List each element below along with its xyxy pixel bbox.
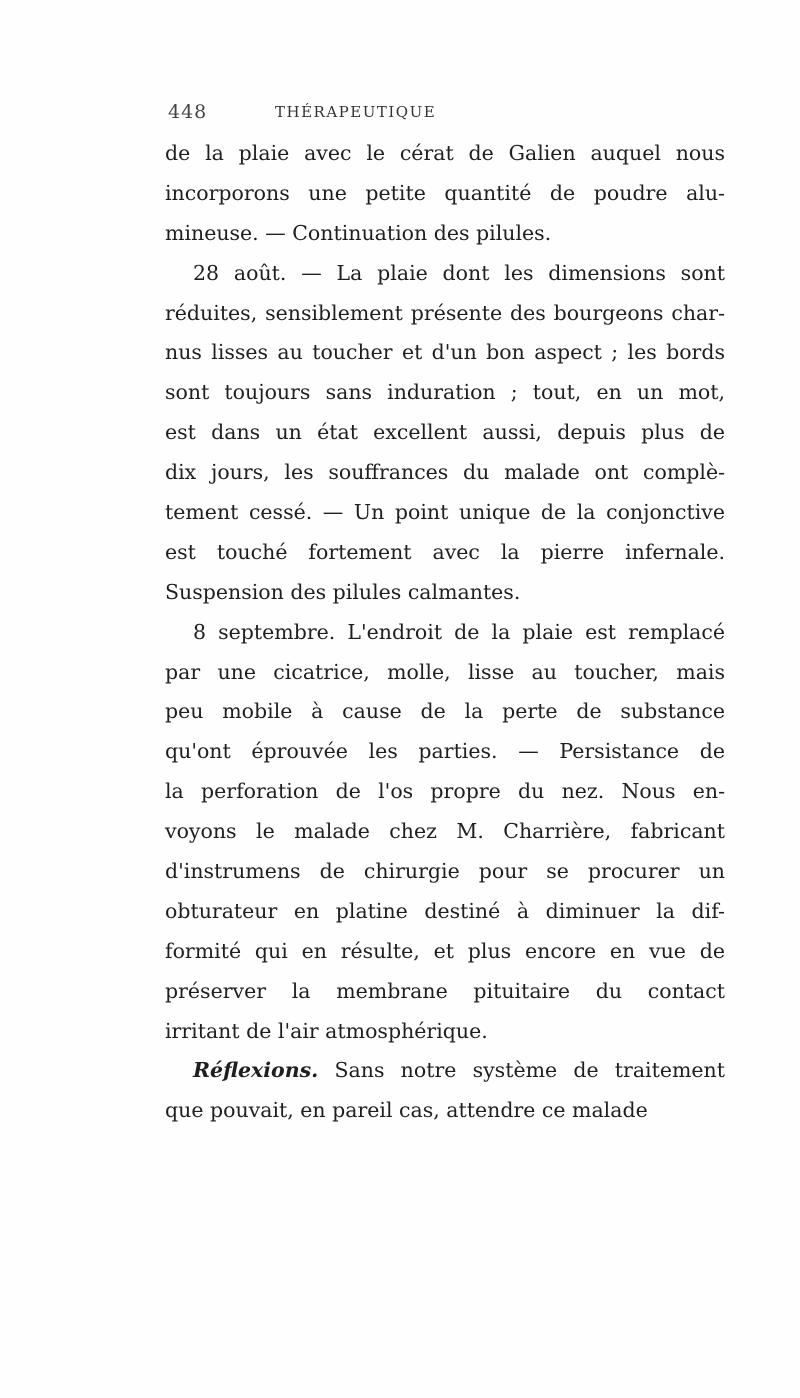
text-line: Suspension des pilules calmantes.: [165, 579, 521, 604]
text-line: formité qui en résulte, et plus encore en vue de: [165, 938, 725, 963]
text-line: mineuse. — Continuation des pilules.: [165, 220, 552, 245]
text-line: que pouvait, en pareil cas, attendre ce malade: [165, 1098, 648, 1123]
text-line: sont toujours sans induration ; tout, en un mot,: [165, 380, 725, 405]
reflexions-label: Réflexions.: [193, 1058, 319, 1083]
text-line: nus lisses au toucher et d'un bon aspect ; les bords: [165, 340, 725, 365]
running-head: [168, 101, 728, 131]
text-line: voyons le malade chez M. Charrière, fabricant: [165, 819, 725, 844]
text-line: de la plaie avec le cérat de Galien auquel nous: [165, 141, 725, 165]
running-title: THÉRAPEUTIQUE: [275, 103, 437, 121]
text-line: préserver la membrane pituitaire du contact: [165, 978, 725, 1003]
text-line: 28 août. — La plaie dont les dimensions sont: [193, 260, 725, 285]
text-line: la perforation de l'os propre du nez. Nous en-: [165, 779, 725, 804]
page-number: 448: [168, 101, 208, 123]
text-line: réduites, sensiblement présente des bourgeons char-: [165, 300, 725, 325]
text-line: tement cessé. — Un point unique de la conjonctive: [165, 500, 725, 525]
reflexions-text: Sans notre système de traitement: [318, 1058, 725, 1083]
text-line: est touché fortement avec la pierre infernale.: [165, 539, 725, 564]
text-line: 8 septembre. L'endroit de la plaie est remplacé: [193, 619, 725, 644]
text-line: est dans un état excellent aussi, depuis plus de: [165, 420, 725, 445]
text-line: d'instrumens de chirurgie pour se procurer un: [165, 859, 725, 884]
text-line: peu mobile à cause de la perte de substance: [165, 699, 725, 724]
text-line: dix jours, les souffrances du malade ont complè-: [165, 460, 725, 485]
text-line: irritant de l'air atmosphérique.: [165, 1018, 488, 1043]
body-text: [165, 134, 725, 1131]
text-line: par une cicatrice, molle, lisse au toucher, mais: [165, 659, 725, 684]
reflexions-line: [165, 1051, 725, 1091]
text-line: qu'ont éprouvée les parties. — Persistance de: [165, 739, 725, 764]
text-line: incorporons une petite quantité de poudre alu-: [165, 180, 725, 205]
text-line: obturateur en platine destiné à diminuer la dif-: [165, 898, 725, 923]
